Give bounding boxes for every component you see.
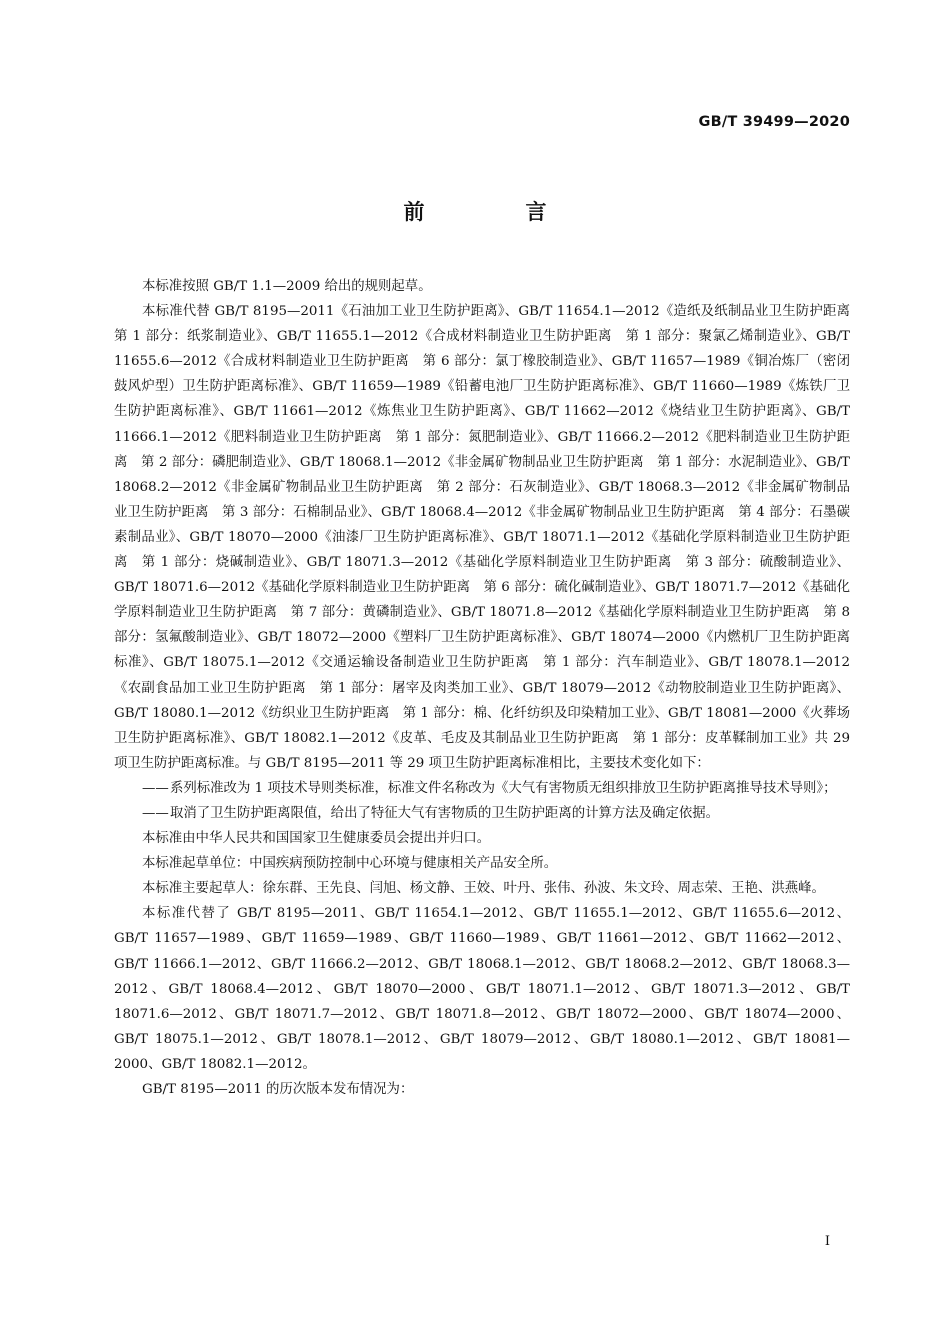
foreword-body	[114, 274, 864, 1102]
paragraph-replaced-standards: 本标准代替 GB/T 8195—2011《石油加工业卫生防护距离》、GB/T 11654.1—2012《造纸及纸制品业卫生防护距离 第 1 部分：纸浆制造业》、GB/T 11655.1—2012《合成材料制造业卫生防护距离 第 1 部分：聚氯乙烯制造业》、GB/T 11655.6—2012《合成材料制造业卫生防护距离 第 6 部分：氯丁橡胶制造业》、GB/T 11657—1989《铜冶炼厂（密闭鼓风炉型）卫生防护距离标准》、GB/T 11659—1989《铅蓄电池厂卫生防护距离标准》、GB/T 11660—1989《炼铁厂卫生防护距离标准》、GB/T 11661—2012《炼焦业卫生防护距离》、GB/T 11662—2012《烧结业卫生防护距离》、GB/T 11666.1—2012《肥料制造业卫生防护距离 第 1 部分：氮肥制造业》、GB/T 11666.2—2012《肥料制造业卫生防护距离 第 2 部分：磷肥制造业》、GB/T 18068.1—2012《非金属矿物制品业卫生防护距离 第 1 部分：水泥制造业》、GB/T 18068.2—2012《非金属矿物制品业卫生防护距离 第 2 部分：石灰制造业》、GB/T 18068.3—2012《非金属矿物制品业卫生防护距离 第 3 部分：石棉制品业》、GB/T 18068.4—2012《非金属矿物制品业卫生防护距离 第 4 部分：石墨碳素制品业》、GB/T 18070—2000《油漆厂卫生防护距离标准》、GB/T 18071.1—2012《基础化学原料制造业卫生防护距离 第 1 部分：烧碱制造业》、GB/T 18071.3—2012《基础化学原料制造业卫生防护距离 第 3 部分：硫酸制造业》、GB/T 18071.6—2012《基础化学原料制造业卫生防护距离 第 6 部分：硫化碱制造业》、GB/T 18071.7—2012《基础化学原料制造业卫生防护距离 第 7 部分：黄磷制造业》、GB/T 18071.8—2012《基础化学原料制造业卫生防护距离 第 8 部分：氢氟酸制造业》、GB/T 18072—2000《塑料厂卫生防护距离标准》、GB/T 18074—2000《内燃机厂卫生防护距离标准》、GB/T 18075.1—2012《交通运输设备制造业卫生防护距离 第 1 部分：汽车制造业》、GB/T 18078.1—2012《农副食品加工业卫生防护距离 第 1 部分：屠宰及肉类加工业》、GB/T 18079—2012《动物胶制造业卫生防护距离》、GB/T 18080.1—2012《纺织业卫生防护距离 第 1 部分：棉、化纤纺织及印染精加工业》、GB/T 18081—2000《火葬场卫生防护距离标准》、GB/T 18082.1—2012《皮革、毛皮及其制品业卫生防护距离 第 1 部分：皮革鞣制加工业》共 29 项卫生防护距离标准。与 GB/T 8195—2011 等 29 项卫生防护距离标准相比，主要技术变化如下：	[114, 304, 864, 771]
paragraph-drafting-rules: 本标准按照 GB/T 1.1—2009 给出的规则起草。	[142, 279, 432, 294]
paragraph-drafting-unit: 本标准起草单位：中国疾病预防控制中心环境与健康相关产品安全所。	[142, 856, 558, 872]
change-item-text: 系列标准改为 1 项技术导则类标准，标准文件名称改为《大气有害物质无组织排放卫生防护距离推导技术导则》；	[170, 780, 837, 796]
page-number: I	[824, 1234, 830, 1249]
paragraph-proposer: 本标准由中华人民共和国国家卫生健康委员会提出并归口。	[142, 831, 491, 847]
paragraph-drafters: 本标准主要起草人：徐东群、王先良、闫旭、杨文静、王姣、叶丹、张伟、孙波、朱文玲、周志荣、王艳、洪燕峰。	[142, 881, 825, 897]
page-title: 前 言	[403, 200, 587, 224]
change-item-text: 取消了卫生防护距离限值，给出了特征大气有害物质的卫生防护距离的计算方法及确定依据。	[170, 805, 720, 821]
change-item-1	[114, 776, 850, 801]
standard-number: GB/T 39499—2020	[698, 114, 850, 130]
change-item-2	[114, 801, 850, 826]
dash-mark: ——	[142, 805, 169, 821]
paragraph-version-history: GB/T 8195—2011 的历次版本发布情况为：	[142, 1082, 414, 1097]
dash-mark: ——	[142, 780, 169, 796]
paragraph-replaced-list: 本标准代替了 GB/T 8195—2011、GB/T 11654.1—2012、GB/T 11655.1—2012、GB/T 11655.6—2012、GB/T 11657—1989、GB/T 11659—1989、GB/T 11660—1989、GB/T 11661—2012、GB/T 11662—2012、GB/T 11666.1—2012、GB/T 11666.2—2012、GB/T 18068.1—2012、GB/T 18068.2—2012、GB/T 18068.3—2012、GB/T 18068.4—2012、GB/T 18070—2000、GB/T 18071.1—2012、GB/T 18071.3—2012、GB/T 18071.6—2012、GB/T 18071.7—2012、GB/T 18071.8—2012、GB/T 18072—2000、GB/T 18074—2000、GB/T 18075.1—2012、GB/T 18078.1—2012、GB/T 18079—2012、GB/T 18080.1—2012、GB/T 18081—2000、GB/T 18082.1—2012。	[114, 906, 850, 1072]
